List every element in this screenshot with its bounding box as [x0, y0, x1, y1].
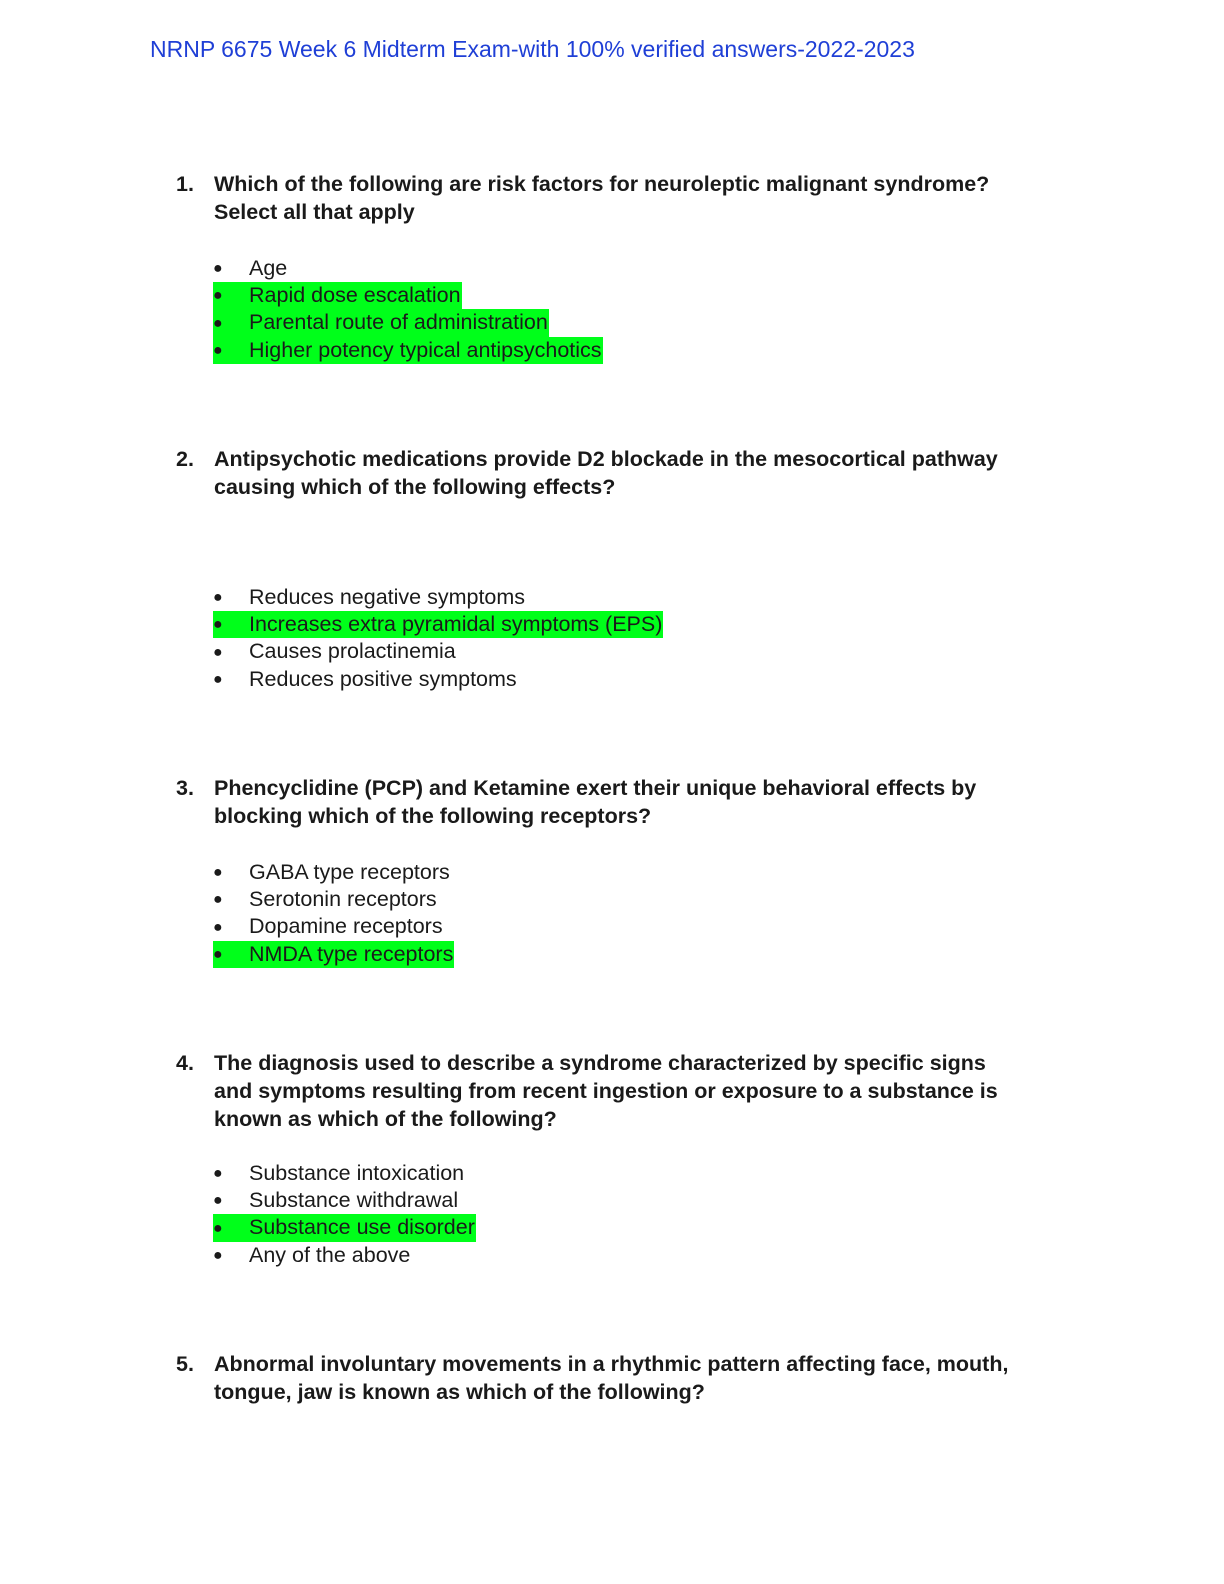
option-label: Substance withdrawal [249, 1188, 459, 1213]
option-label: Any of the above [249, 1242, 411, 1267]
answer-option [213, 609, 663, 636]
question-number: 1. [176, 172, 194, 196]
question-number: 2. [176, 447, 194, 471]
option-label: Causes prolactinemia [249, 639, 456, 664]
option-label: Increases extra pyramidal symptoms (EPS) [249, 612, 663, 637]
bullet-icon: ● [213, 945, 223, 963]
bullet-icon: ● [213, 864, 223, 881]
answer-options-2 [213, 582, 663, 691]
bullet-icon: ● [213, 1219, 223, 1237]
answer-option [213, 1240, 476, 1267]
bullet-icon: ● [213, 670, 223, 688]
question-number: 4. [176, 1051, 194, 1075]
option-label: Substance intoxication [249, 1160, 465, 1185]
answer-option [213, 912, 454, 939]
option-label: GABA type receptors [249, 859, 450, 884]
answer-option [213, 1158, 476, 1185]
answer-option [213, 637, 663, 664]
answer-options-1 [213, 253, 603, 362]
bullet-icon: ● [213, 341, 223, 359]
answer-option [213, 582, 663, 609]
option-label: Dopamine receptors [249, 914, 443, 939]
answer-option [213, 939, 454, 966]
option-label: Reduces negative symptoms [249, 584, 526, 609]
answer-option [213, 308, 603, 335]
option-label: NMDA type receptors [249, 941, 454, 966]
bullet-icon: ● [213, 589, 223, 606]
answer-options-3 [213, 857, 454, 966]
answer-option [213, 253, 603, 280]
question-4 [176, 1049, 1076, 1133]
question-text: Abnormal involuntary movements in a rhythmic pattern affecting face, mouth, tongue, jaw is known as which of the following? [214, 1352, 1009, 1404]
bullet-icon: ● [213, 1192, 223, 1210]
bullet-icon: ● [213, 1165, 223, 1182]
answer-options-4 [213, 1158, 476, 1267]
question-text: The diagnosis used to describe a syndrome characterized by specific signs and symptoms resulting from recent ingestion or exposure to a substance is known as which of the following? [214, 1051, 998, 1131]
question-text: Which of the following are risk factors for neuroleptic malignant syndrome? Select all that apply [214, 172, 990, 224]
option-label: Rapid dose escalation [249, 283, 461, 308]
bullet-icon: ● [213, 1246, 223, 1264]
answer-option [213, 280, 603, 307]
option-label: Substance use disorder [249, 1215, 475, 1240]
bullet-icon: ● [213, 918, 223, 936]
option-label: Reduces positive symptoms [249, 666, 517, 691]
question-text: Phencyclidine (PCP) and Ketamine exert their unique behavioral effects by blocking which of the following receptors? [214, 776, 977, 828]
document-title: NRNP 6675 Week 6 Midterm Exam-with 100% verified answers-2022-2023 [150, 36, 915, 62]
option-label: Age [249, 255, 288, 280]
question-number: 5. [176, 1352, 194, 1376]
option-label: Serotonin receptors [249, 887, 437, 912]
answer-option [213, 884, 454, 911]
bullet-icon: ● [213, 314, 223, 332]
question-2 [176, 445, 1076, 501]
bullet-icon: ● [213, 891, 223, 909]
question-text: Antipsychotic medications provide D2 blockade in the mesocortical pathway causing which of the following effects? [214, 447, 998, 499]
answer-option [213, 857, 454, 884]
bullet-icon: ● [213, 643, 223, 661]
question-5 [176, 1350, 1076, 1406]
option-label: Higher potency typical antipsychotics [249, 337, 602, 362]
bullet-icon: ● [213, 287, 223, 305]
answer-option [213, 1185, 476, 1212]
answer-option [213, 1213, 476, 1240]
bullet-icon: ● [213, 616, 223, 634]
bullet-icon: ● [213, 260, 223, 277]
answer-option [213, 335, 603, 362]
answer-option [213, 664, 663, 691]
question-3 [176, 774, 1076, 830]
option-label: Parental route of administration [249, 310, 548, 335]
question-1 [176, 170, 1076, 226]
question-number: 3. [176, 776, 194, 800]
